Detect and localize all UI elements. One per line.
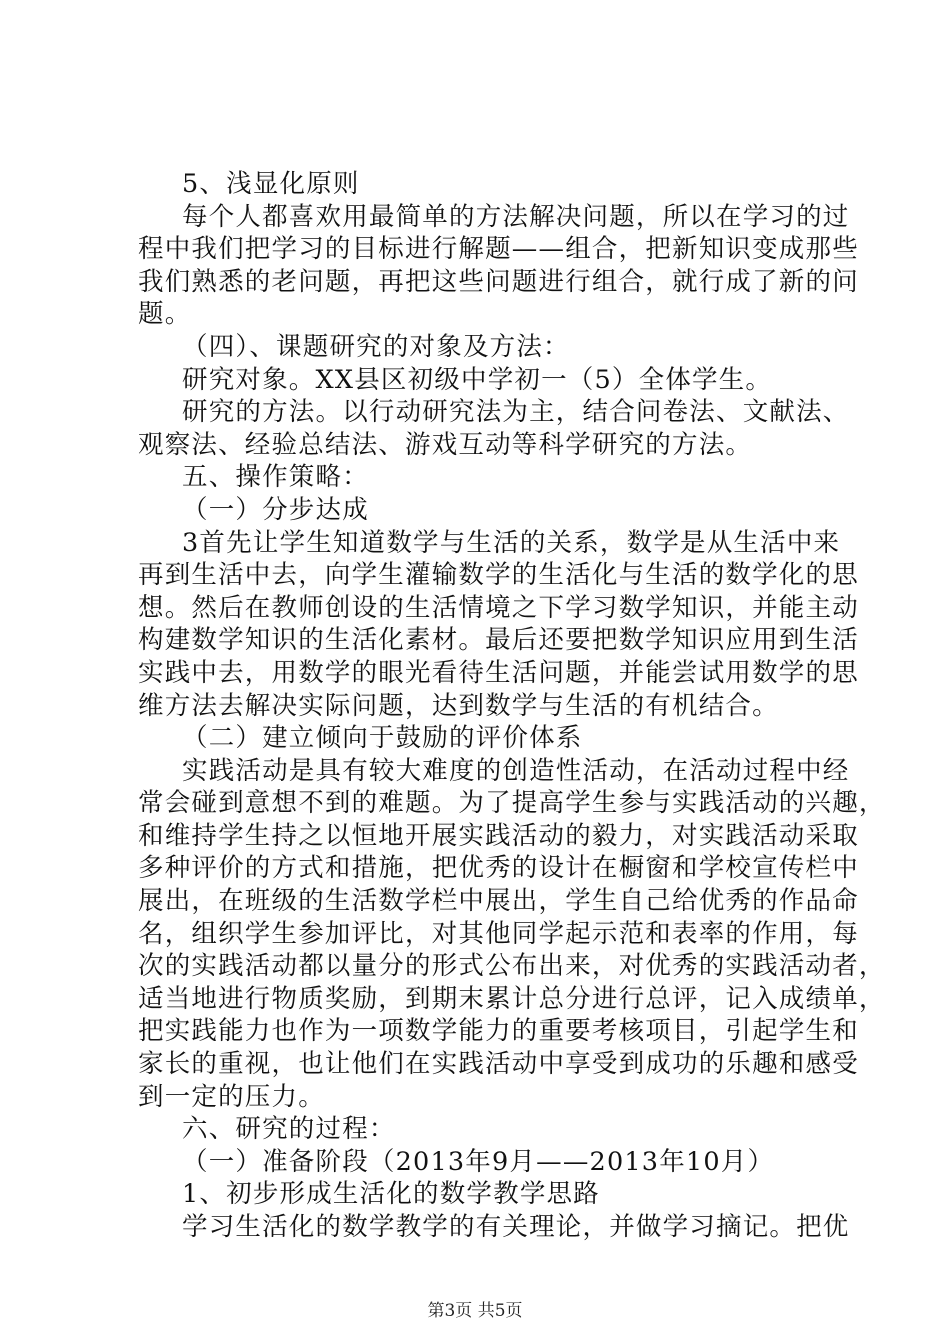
text-line: （二）建立倾向于鼓励的评价体系 [182,723,583,754]
text-line: 学习生活化的数学教学的有关理论，并做学习摘记。把优 [182,1212,850,1242]
text-line: 3首先让学生知道数学与生活的关系，数学是从生活中来 [182,527,841,558]
text-line: 适当地进行物质奖励，到期末累计总分进行总评，记入成绩单， [138,983,886,1014]
text-line: 维方法去解决实际问题，达到数学与生活的有机结合。 [138,690,779,721]
text-line: （四）、课题研究的对象及方法： [182,331,570,362]
text-line: 想。然后在教师创设的生活情境之下学习数学知识，并能主动 [138,592,859,623]
text-line: 多种评价的方式和措施，把优秀的设计在橱窗和学校宣传栏中 [138,853,859,884]
text-line: 题。 [138,299,192,330]
text-line: 六、研究的过程： [182,1114,396,1145]
text-line: 次的实践活动都以量分的形式公布出来，对优秀的实践活动者， [138,951,886,982]
text-line: 常会碰到意想不到的难题。为了提高学生参与实践活动的兴趣， [138,788,886,819]
document-body [138,168,886,1244]
text-line: 把实践能力也作为一项数学能力的重要考核项目，引起学生和 [138,1016,859,1047]
text-line: 研究对象。XX县区初级中学初一（5）全体学生。 [182,364,773,395]
text-line: 我们熟悉的老问题，再把这些问题进行组合，就行成了新的问 [138,266,859,297]
text-line: 实践中去，用数学的眼光看待生活问题，并能尝试用数学的思 [138,657,859,688]
text-line: 构建数学知识的生活化素材。最后还要把数学知识应用到生活 [138,625,859,656]
text-line: 每个人都喜欢用最简单的方法解决问题，所以在学习的过 [182,201,850,232]
text-line: 到一定的压力。 [138,1081,325,1112]
text-line: 实践活动是具有较大难度的创造性活动，在活动过程中经 [182,755,850,786]
text-line: 1、初步形成生活化的数学教学思路 [182,1179,600,1210]
page-footer: 第3页 共5页 [427,1301,523,1321]
text-line: （一）准备阶段（2013年9月——2013年10月） [182,1146,775,1177]
text-line: 再到生活中去，向学生灌输数学的生活化与生活的数学化的思 [138,560,859,591]
text-line: 展出，在班级的生活数学栏中展出，学生自己给优秀的作品命 [138,886,859,917]
text-line: 名，组织学生参加评比，对其他同学起示范和表率的作用，每 [138,918,859,949]
text-line: 程中我们把学习的目标进行解题——组合，把新知识变成那些 [138,234,859,265]
text-line: 五、操作策略： [182,462,369,493]
text-line: 研究的方法。以行动研究法为主，结合问卷法、文献法、 [182,397,850,428]
text-line: 家长的重视，也让他们在实践活动中享受到成功的乐趣和感受 [138,1049,859,1080]
text-line: 和维持学生持之以恒地开展实践活动的毅力，对实践活动采取 [138,820,859,851]
text-line: 5、浅显化原则 [182,169,360,199]
text-line: 观察法、经验总结法、游戏互动等科学研究的方法。 [138,429,753,460]
text-line: （一）分步达成 [182,494,369,525]
